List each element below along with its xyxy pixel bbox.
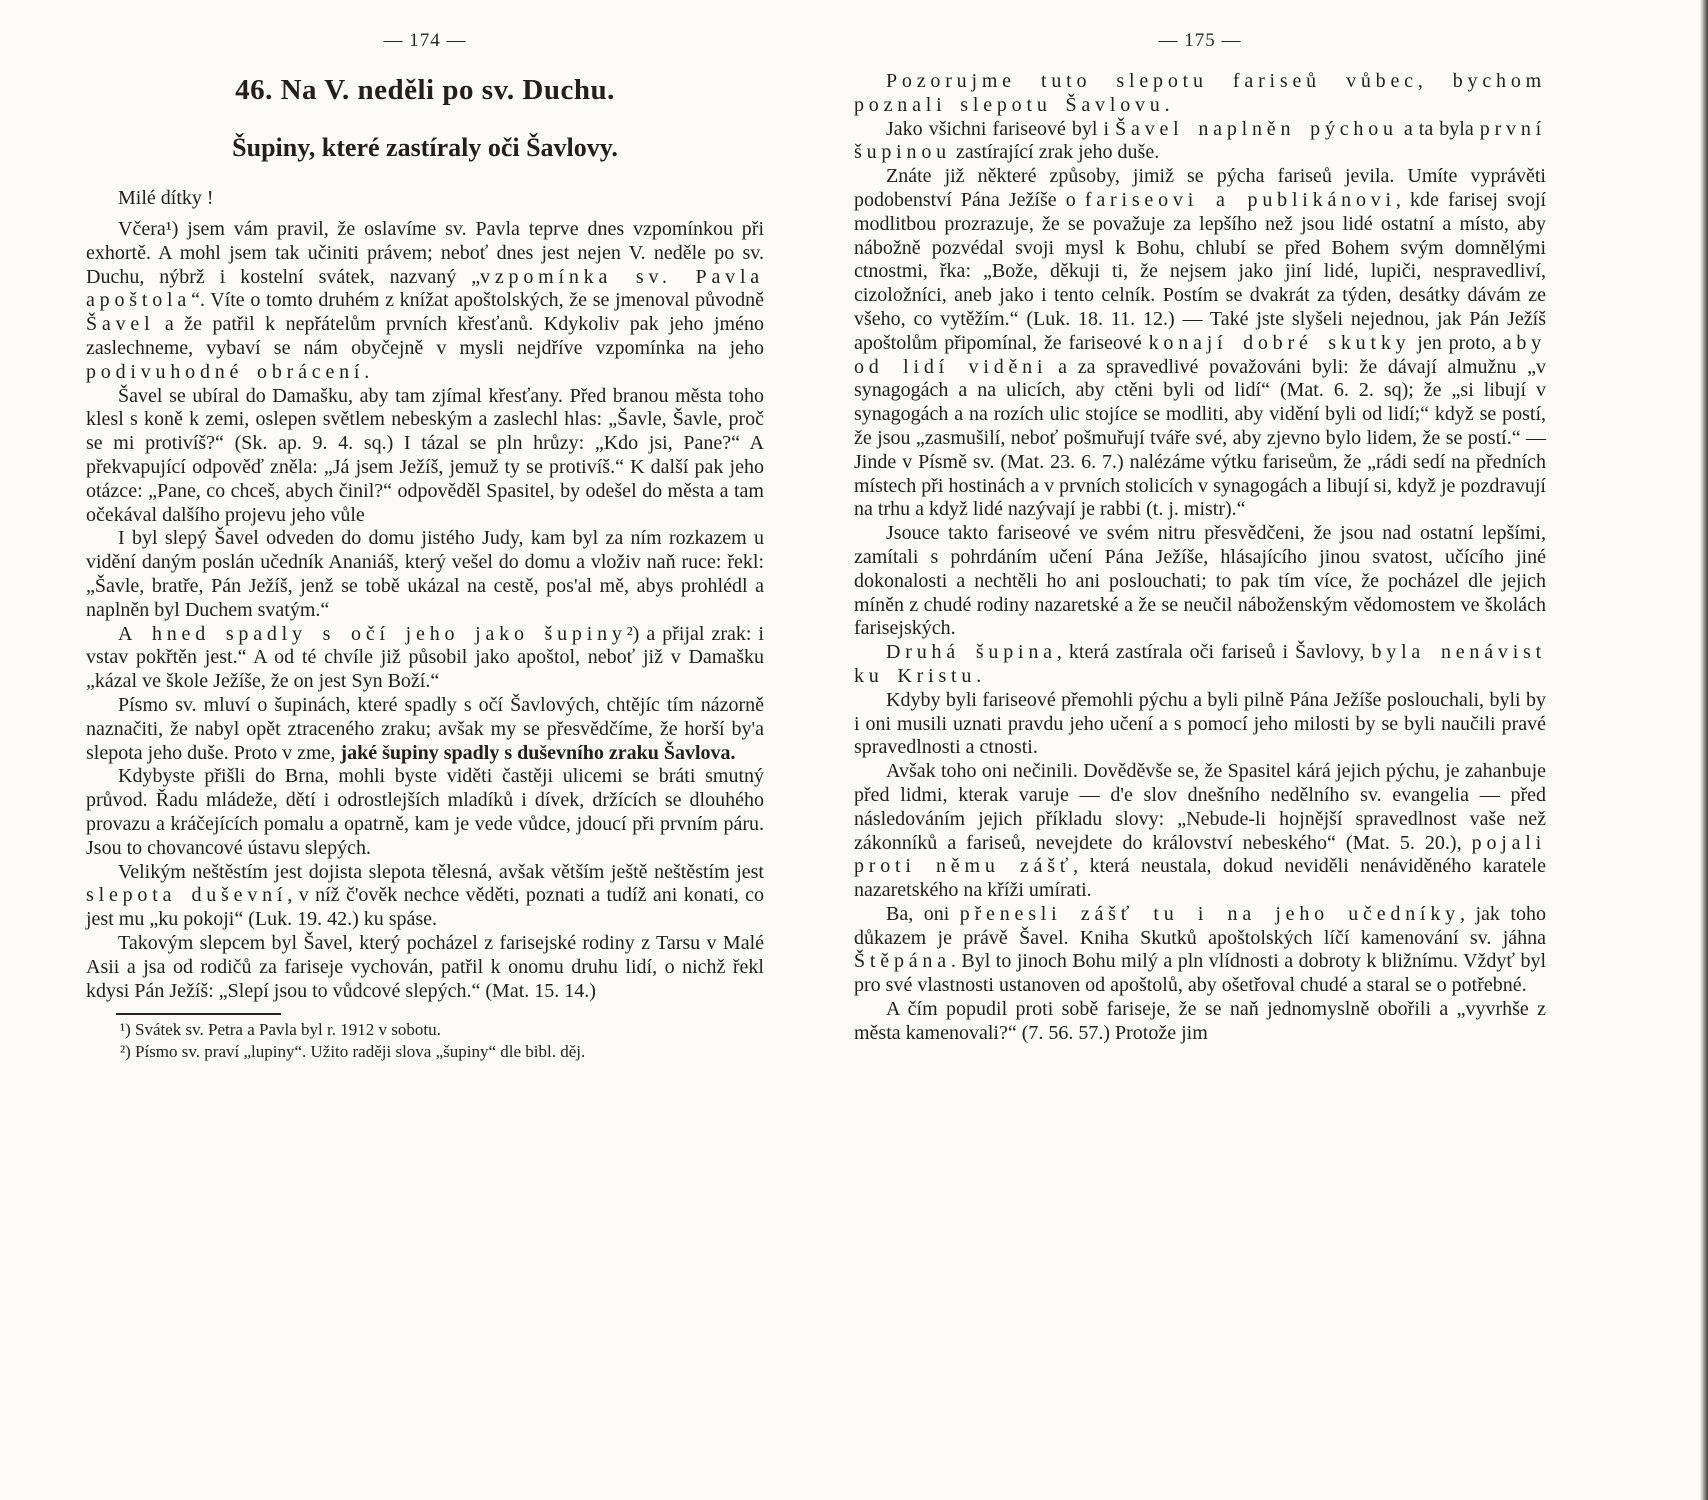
text-segment: . [364, 360, 370, 383]
body-paragraph-175-6 [854, 689, 1546, 760]
text-segment: jaké šupiny spadly s duševního zraku Šavlova. [340, 741, 736, 764]
chapter-title: 46. Na V. neděli po sv. Duchu. [235, 74, 615, 106]
body-paragraph-174-4 [86, 623, 764, 694]
footnote-rule [116, 1013, 281, 1015]
text-segment: Znáte již některé způsoby, jimiž se pýcha fariseů jevila. Umíte vyprávěti podobenství Pána Ježíše o [854, 165, 1546, 211]
text-segment: pojali proti němu zášť [854, 831, 1546, 878]
text-segment: A hned spadly s očí jeho jako šupiny [118, 622, 627, 645]
text-segment: a za spravedlivé považováni byli: že dávají almužnu „v synagogách a na ulicích, aby ctěni byli od lidí“ (Mat. 6. 2. sq); že „si libují v synagogách a na rozích ulic stojíce se modliti, aby vidění byli od lidí;“ když se postí, že jsou „zasmušilí, neboť pošmuřují tváře své, aby zjevno bylo lidem, že se postí.“ — Jinde v Písmě sv. (Mat. 23. 6. 7.) nalézáme výtku fariseům, že „rádi sedí na předních místech při hostinách a v prvních stolicích v synagogách a libují si, když je pozdravují na trhu a když lidé nazývají je rabbi (t. j. mistr).“ [854, 355, 1546, 521]
text-segment: Kdybyste přišli do Brna, mohli byste viděti častěji ulicemi se bráti smutný průvod. Řadu mládeže, dětí i odrostlejších mladíků i dívek, držících se dlouhého provazu a kráčejících pomalu a opatrně, kam je vede vůdce, jdoucí při prvním páru. Jsou to chovancové ústavu slepých. [86, 765, 764, 859]
body-paragraph-174-5 [86, 694, 764, 765]
text-segment: , která neustala, dokud neviděli nenáviděného karatele nazaretského na kříži umírati. [854, 855, 1546, 902]
text-segment: Šavel [86, 313, 155, 336]
text-segment: jen proto, [1410, 331, 1503, 354]
text-segment: Takovým slepcem byl Šavel, který pocházel z farisejské rodiny z Tarsu v Malé Asii a jsa od rodičů za fariseje vychován, patřil k onomu druhu lidí, o nichž řekl kdysi Pán Ježíš: „Slepí jsou to vůdcové slepých.“ (Mat. 15. 14.) [86, 931, 764, 1002]
text-segment: “. Víte o tomto druhém z knížat apoštolských, že se jmenoval původně [191, 289, 764, 312]
text-segment: Velikým neštěstím jest dojista slepota tělesná, avšak větším ještě neštěstím jest [118, 860, 764, 883]
text-segment: A čím popudil proti sobě fariseje, že se naň jednomyslně obořili a „vyvrhše z města kamenovali?“ (7. 56. 57.) Protože jim [854, 998, 1546, 1044]
text-segment: , jak toho důkazem je právě Šavel. Kniha Skutků apoštolských líčí kamenování sv. jáhna [854, 902, 1546, 949]
text-segment: vzpomínka sv. Pavla apoštola [86, 265, 764, 312]
body-paragraph-175-8 [854, 903, 1546, 998]
text-segment: Včera¹) jsem vám pravil, že oslavíme sv. Pavla teprve dnes vzpomínkou při exhortě. A mohl jsem tak učiniti právem; neboť dnes jest nejen V. neděle po sv. Duchu, nýbrž i kostelní svátek, nazvaný „ [86, 218, 764, 288]
text-segment: Kdyby byli fariseové přemohli pýchu a byli pilně Pána Ježíše poslouchali, byli by i oni musili uznati pravdu jeho učení a s pomocí jeho milosti by se byli naučili pravé spravedlnosti a ctnosti. [854, 688, 1546, 759]
body-paragraph-174-3 [86, 527, 764, 622]
text-segment: fariseovi a publikánovi [1084, 188, 1396, 211]
text-segment: Šavel se ubíral do Damašku, aby tam zjímal křesťany. Před branou města toho klesl s koně k zemi, oslepen světlem nebeským a zaslechl hlas: „Šavle, Šavle, proč se mi protivíš?“ (Sk. ap. 9. 4. sq.) I tázal se pln hrůzy: „Kdo jsi, Pane?“ A překvapující odpověď zněla: „Já jsem Ježíš, jemuž ty se protivíš.“ K další pak jeho otázce: „Pane, co chceš, abych činil?“ odpověděl Spasitel, by odešel do města a tam očekával dalšího projevu jeho vůle [86, 384, 764, 526]
text-segment: , kde farisej svojí modlitbou prozrazuje, že se považuje za lepšího než jsou lidé ostatní a místo, aby nábožně pozvédal svoji mysl k Bohu, chlubí se před Bohem svým domnělými ctnostmi, řka: „Bože, děkuji ti, že nejsem jako jiní lidé, lupiči, nespravedliví, cizoložníci, aneb jako i tento celník. Postím se dvakrát za týden, desátky dávám ze všeho, co vytěžím.“ (Luk. 18. 11. 12.) — Také jste slyšeli nejednou, jak Pán Ježíš apoštolům připomínal, že fariseové [854, 188, 1546, 354]
text-segment: , v níž č'ověk nechce věděti, poznati a tudíž ani konati, co jest mu „ku pokoji“ (Luk. 19. 42.) ku spáse. [86, 884, 764, 931]
page-edge-shadow [1700, 0, 1708, 1500]
body-paragraph-175-9 [854, 998, 1546, 1046]
text-segment: konají dobré skutky [1148, 331, 1411, 354]
text-segment: Štěpána [854, 950, 951, 973]
text-segment: první šupinou [854, 117, 1546, 164]
text-segment: a ta byla [1397, 117, 1480, 140]
text-segment: Písmo sv. mluví o šupinách, které spadly s očí Šavlových, chtějíc tím názorně naznačiti, že nabyl opět ztraceného zraku; avšak my se přesvědčíme, že horší by'a slepota jeho duše. Proto v zme, [86, 693, 764, 764]
body-paragraph-175-4 [854, 522, 1546, 641]
text-segment: Druhá šupina [886, 641, 1057, 664]
sermon-subtitle: Šupiny, které zastíraly oči Šavlovy. [232, 133, 618, 162]
body-paragraph-175-3 [854, 165, 1546, 522]
page-number-right: — 175 — [1158, 30, 1242, 51]
text-segment: Šavel naplněn pýchou [1115, 117, 1398, 140]
body-paragraph-174-6 [86, 765, 764, 860]
text-segment: Ba, oni [886, 902, 960, 925]
text-segment: Jako všichni fariseové byl i [886, 117, 1116, 140]
text-segment: , která zastírala oči fariseů i Šavlovy, [1056, 641, 1372, 664]
body-paragraph-175-5 [854, 641, 1546, 689]
text-segment: podivuhodné obrácení [86, 360, 365, 383]
text-segment: ²) a přijal zrak: i vstav pokřtěn jest.“ A od té chvíle již působil jako apoštol, neboť již v Damašku „kázal ve škole Ježíše, že on jest Syn Boží.“ [86, 622, 764, 693]
text-segment: byla nenávist ku Kristu [854, 641, 1547, 687]
page-174 [86, 30, 764, 1062]
text-segment: aby od lidí viděni [854, 331, 1546, 378]
body-paragraph-174-7 [86, 861, 764, 932]
text-segment: Pozorujme tuto slepotu fariseů vůbec, bychom poznali slepotu Šavlovu. [854, 70, 1546, 116]
body-paragraph-175-7 [854, 760, 1546, 903]
body-paragraph-174-2 [86, 385, 764, 528]
page-175 [854, 30, 1546, 1062]
body-paragraph-174-1 [86, 218, 764, 385]
text-segment: I byl slepý Šavel odveden do domu jistého Judy, kam byl za ním rozkazem u vidění daným poslán učedník Ananiáš, který vešel do domu a vloživ naň ruce: řekl: „Šavle, bratře, Pán Ježíš, jenž se tobě ukázal na cestě, pos'al mě, abys prohlédl a naplněn byl Duchem svatým.“ [86, 527, 764, 621]
body-paragraph-175-2 [854, 118, 1546, 166]
salutation: Milé dítky ! [118, 187, 214, 209]
text-segment: . Byl to jinoch Bohu milý a pln vlídnosti a dobroty k bližnímu. Vždyť byl pro své vlastnosti ustanoven od apoštolů, aby ošetřoval chudé a staral se o potřebné. [854, 950, 1546, 997]
footnote-2: ²) Písmo sv. praví „lupiny“. Užito raději slova „šupiny“ dle bibl. děj. [120, 1041, 586, 1061]
body-paragraph-175-1 [854, 70, 1546, 118]
text-segment: a že patřil k nepřátelům prvních křesťanů. Kdykoliv pak jeho jméno zaslechneme, vybaví se nám obyčejně v mysli nejdříve vzpomínka na jeho [86, 313, 764, 359]
body-paragraph-174-8 [86, 932, 764, 1003]
text-segment: přenesli zášť tu i na jeho učedníky [959, 902, 1460, 925]
footnote-1: ¹) Svátek sv. Petra a Pavla byl r. 1912 v sobotu. [120, 1020, 441, 1040]
page-number-left: — 174 — [383, 30, 467, 51]
text-segment: zastírající zrak jeho duše. [950, 141, 1160, 164]
text-segment: Avšak toho oni nečinili. Dověděvše se, že Spasitel kárá jejich pýchu, je zahanbuje před lidmi, kterak varuje — d'e slov dnešního nedělního sv. evangelia — před následováním jejich příkladu slovy: „Nebude-li hojnější spravedlnost vaše než zákonníků a fariseů, nevejdete do království nebeského“ (Mat. 5. 20.), [854, 760, 1546, 854]
text-segment: Jsouce takto fariseové ve svém nitru přesvědčeni, že jsou nad ostatní lepšími, zamítali s pohrdáním učení Pána Ježíše, hlásajícího jinou svatost, učícího jiné dokonalosti a nechtěli ho ani poslouchati; to pak tím více, že pocházel dle jejich míněn z chudé rodiny nazaretské a že se neučil náboženským vědomostem ve školách farisejských. [854, 522, 1546, 640]
text-segment: . [976, 664, 982, 687]
text-segment: slepota duševní [86, 884, 288, 907]
